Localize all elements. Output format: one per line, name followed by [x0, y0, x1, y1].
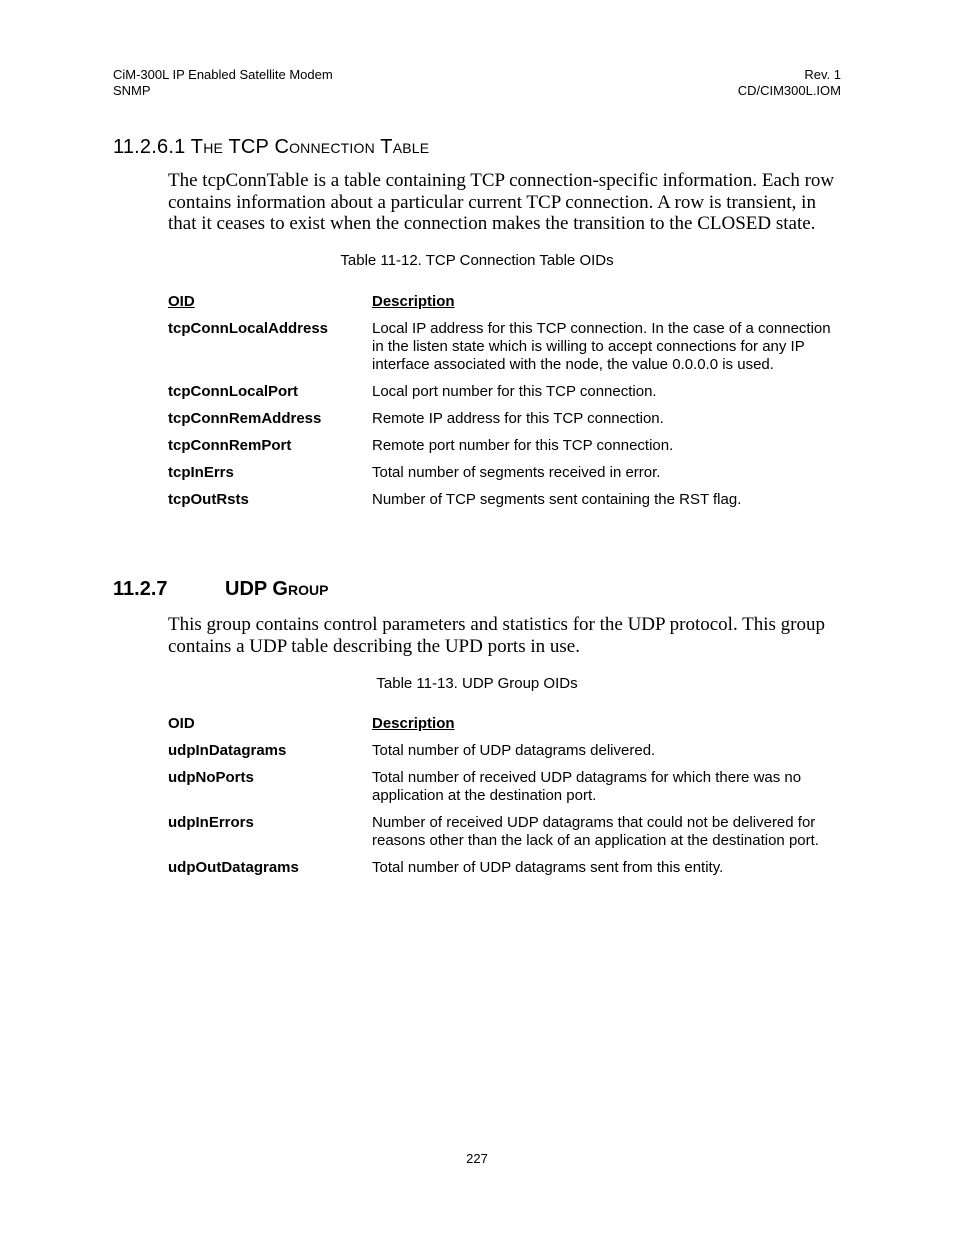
column-header-oid: OID [168, 715, 195, 732]
oid-cell: tcpConnLocalAddress [168, 320, 329, 337]
table-row [168, 383, 840, 410]
table-row [168, 859, 840, 886]
description-cell: Total number of received UDP datagrams for which there was no application at the destination port. [372, 769, 802, 804]
udp-oid-table [168, 715, 840, 886]
udp-intro-paragraph: This group contains control parameters and statistics for the UDP protocol. This group contains a UDP table describing the UPD ports in use. [168, 614, 825, 657]
section-title: UDP Group [225, 578, 329, 600]
tcp-intro-paragraph: The tcpConnTable is a table containing TCP connection-specific information. Each row contains information about a particular current TCP connection. A row is transient, in that it ceases to exist when the connection makes the transition to the CLOSED state. [168, 170, 835, 234]
description-cell: Number of received UDP datagrams that could not be delivered for reasons other than the lack of an application at the destination port. [372, 814, 819, 849]
section-heading-tcp-connection-table: 11.2.6.1 The TCP Connection Table [113, 136, 430, 158]
description-cell: Remote port number for this TCP connection. [372, 437, 674, 454]
section-heading-udp-group [113, 578, 328, 601]
column-header-description: Description [372, 293, 455, 310]
table-row [168, 491, 840, 518]
description-cell: Total number of UDP datagrams delivered. [372, 742, 656, 759]
column-header-description: Description [372, 715, 455, 732]
table-header-row [168, 715, 840, 742]
section-number: 11.2.7 [113, 578, 168, 600]
table-row [168, 437, 840, 464]
running-header-right [738, 67, 841, 99]
description-cell: Total number of UDP datagrams sent from this entity. [372, 859, 724, 876]
table-row [168, 769, 840, 814]
header-doc-code: CD/CIM300L.IOM [737, 83, 841, 98]
oid-cell: tcpInErrs [168, 464, 234, 481]
header-chapter: SNMP [113, 83, 151, 98]
header-doc-title: CiM-300L IP Enabled Satellite Modem [113, 67, 333, 82]
table-row [168, 814, 840, 859]
oid-cell: udpOutDatagrams [168, 859, 299, 876]
oid-cell: udpInDatagrams [168, 742, 287, 759]
description-cell: Local port number for this TCP connection. [372, 383, 657, 400]
description-cell: Number of TCP segments sent containing the RST flag. [372, 491, 742, 508]
table-row [168, 410, 840, 437]
table-row [168, 464, 840, 491]
table-row [168, 320, 840, 383]
running-header-left [113, 67, 333, 99]
oid-cell: tcpOutRsts [168, 491, 249, 508]
table-header-row [168, 293, 840, 320]
header-revision: Rev. 1 [804, 67, 841, 82]
oid-cell: udpNoPorts [168, 769, 254, 786]
description-cell: Local IP address for this TCP connection. In the case of a connection in the listen state which is willing to accept connections for any IP interface associated with the node, the value 0.0.0.0 is used. [372, 320, 831, 373]
description-cell: Total number of segments received in error. [372, 464, 661, 481]
table-caption-tcp: Table 11-12. TCP Connection Table OIDs [340, 252, 614, 269]
oid-cell: tcpConnRemAddress [168, 410, 322, 427]
table-caption-udp: Table 11-13. UDP Group OIDs [376, 675, 578, 692]
page-number: 227 [466, 1151, 488, 1166]
tcp-oid-table [168, 293, 840, 518]
column-header-oid: OID [168, 293, 195, 310]
oid-cell: tcpConnLocalPort [168, 383, 298, 400]
oid-cell: udpInErrors [168, 814, 254, 831]
description-cell: Remote IP address for this TCP connection. [372, 410, 664, 427]
table-row [168, 742, 840, 769]
oid-cell: tcpConnRemPort [168, 437, 292, 454]
